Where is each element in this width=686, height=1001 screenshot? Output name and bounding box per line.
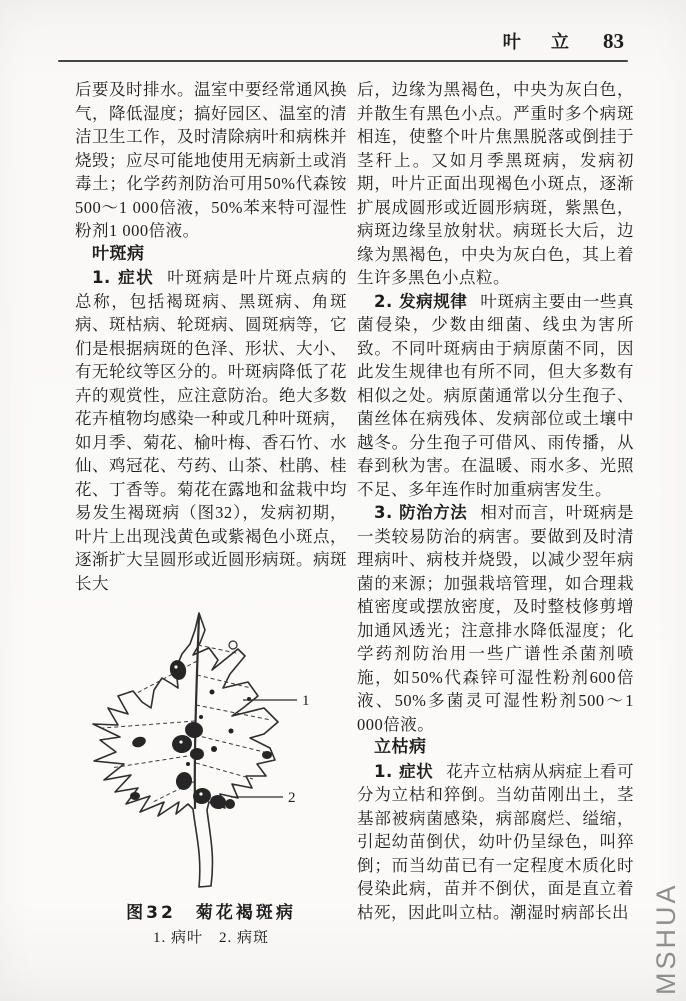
leaf-midrib bbox=[195, 615, 199, 808]
figure-32 bbox=[75, 603, 347, 947]
heading-damping-off-disease: 立枯病 bbox=[374, 737, 427, 757]
section-text-pattern: 叶斑病主要由一些真菌侵染，少数由细菌、线虫为害所致。不同叶斑病由于病原菌不同，因此发生规律也有所不同，但大多数有相似之处。病原菌通常以分生孢子、菌丝体在病残体、发病部位或土壤中越冬。分生孢子可借风、雨传播，从春到秋为害。在温暖、雨水多、光照不足、多年连作时加重病害发生。 bbox=[357, 291, 635, 499]
paragraph-control-methods bbox=[357, 501, 634, 736]
section-text-control: 相对而言，叶斑病是一类较易防治的病害。要做到及时清理病叶、病枝并烧毁，以减少翌年病菌的来源；加强栽培管理，如合理栽植密度或摆放密度，及时整枝修剪增加通风透光；注意排水降低湿度；化学药剂防治用一些广谱性杀菌剂喷施，如50%代森锌可湿性粉剂600倍液、50%多菌灵可湿性粉剂500～1 000倍液。 bbox=[357, 503, 635, 734]
brown-spot-leaf-illustration bbox=[81, 603, 341, 903]
page-header bbox=[503, 28, 624, 54]
paragraph-symptoms bbox=[75, 266, 347, 595]
section-label-damping-symptoms: 1. 症状 bbox=[374, 761, 434, 781]
section-text-damping-symptoms: 花卉立枯病从病症上看可分为立枯和猝倒。当幼苗刚出土，茎基部被病菌感染，病部腐烂、缢缩，引起幼苗倒伏，幼叶仍呈绿色，叫猝倒；而当幼苗已有一定程度木质化时侵染此病，苗并不倒伏，面是直立着枯死，因此叫立枯。潮湿时病部长出 bbox=[357, 761, 635, 922]
watermark-text: MSHUA bbox=[651, 882, 681, 995]
section-label-control: 3. 防治方法 bbox=[374, 503, 468, 522]
figure-callout-2: 2 bbox=[288, 790, 296, 806]
figure-legend: 1. 病叶 2. 病斑 bbox=[152, 930, 269, 946]
figure-caption: 图32 菊花褐斑病 bbox=[126, 903, 296, 923]
right-text-column bbox=[357, 78, 634, 924]
figure-callout-1: 1 bbox=[302, 693, 310, 709]
paragraph-drainage-control: 后要及时排水。温室中要经常通风换气，降低湿度；搞好园区、温室的清洁卫生工作，及时清除病叶和病株并烧毁；应尽可能地使用无病新土或消毒土；化学药剂防治可用50%代森铵500～1 000倍液，50%苯来特可湿性粉剂1 000倍液。 bbox=[75, 80, 347, 240]
paragraph-lesion-description: 后，边缘为黑褐色，中央为灰白色，并散生有黑色小点。严重时多个病斑相连，使整个叶片焦黑脱落或倒挂于茎秆上。又如月季黑斑病，发病初期，叶片正面出现褐色小斑点，逐渐扩展成圆形或近圆形病斑，紫黑色，病斑边缘呈放射状。病斑长大后，边缘为黑褐色，中央为灰白色，其上着生许多黑色小点粒。 bbox=[357, 80, 634, 287]
section-label-symptoms: 1. 症状 bbox=[92, 268, 155, 287]
running-title: 叶 立 bbox=[502, 32, 581, 53]
paragraph-disease-pattern bbox=[357, 290, 634, 502]
section-label-pattern: 2. 发病规律 bbox=[374, 291, 468, 311]
left-text-column bbox=[75, 78, 347, 947]
watermark bbox=[646, 867, 682, 995]
heading-leaf-spot-disease: 叶斑病 bbox=[92, 243, 145, 264]
header-rule bbox=[58, 60, 628, 62]
page-number: 83 bbox=[603, 29, 624, 53]
section-text-symptoms: 叶斑病是叶片斑点病的总称，包括褐斑病、黑斑病、角斑病、斑枯病、轮斑病、圆斑病等，它们是根据病斑的色泽、形状、大小、有无轮纹等区分的。叶斑病降低了花卉的观赏性，应注意防治。绝大多数花卉植物均感染一种或几种叶斑病，如月季、菊花、榆叶梅、香石竹、水仙、鸡冠花、芍药、山茶、杜鹃、桂花、丁香等。菊花在露地和盆栽中均易发生褐斑病（图32），发病初期，叶片上出现浅黄色或紫褐色小斑点，逐渐扩大呈圆形或近圆形病斑。病斑长大 bbox=[75, 268, 348, 593]
figure-caption-block bbox=[75, 903, 347, 947]
paragraph-damping-off-symptoms bbox=[357, 760, 634, 925]
